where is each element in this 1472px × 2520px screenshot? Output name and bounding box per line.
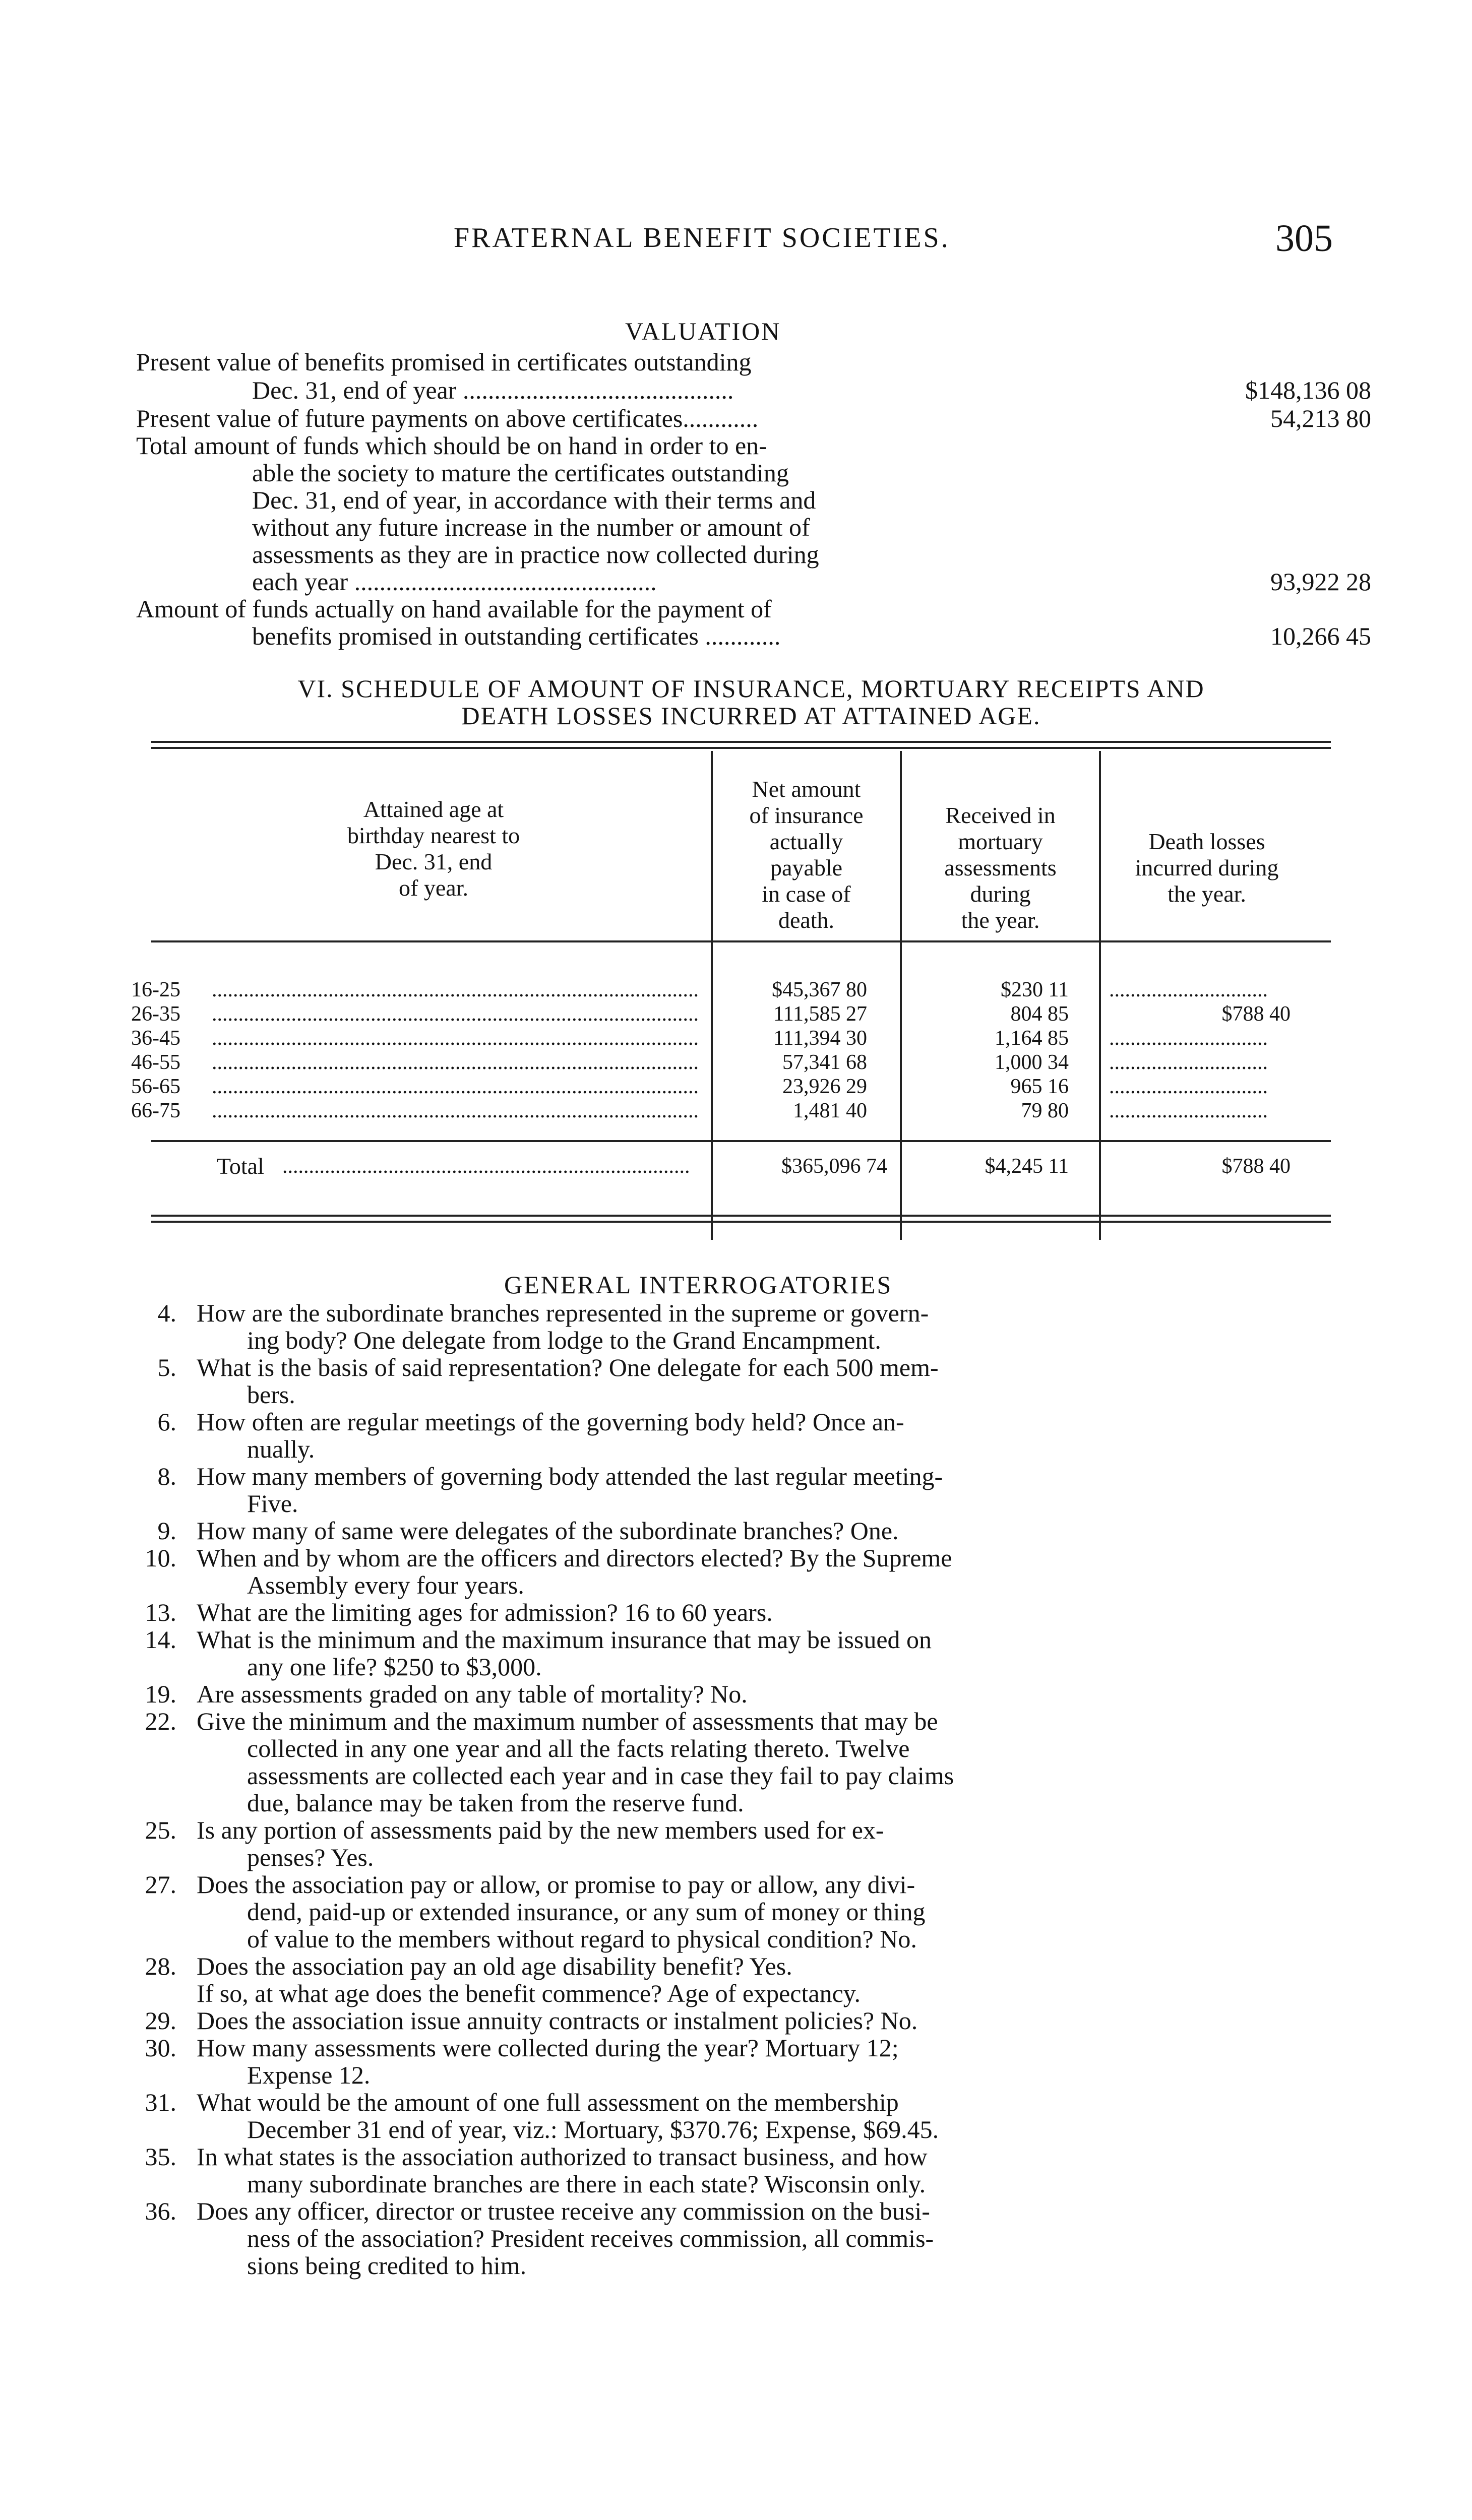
valuation-line: without any future increase in the number or amount of [252,513,810,541]
leader-dots: ............................................................................................ [212,1027,699,1050]
column-header-age: Attained age at birthday nearest to Dec. 31, end of year. [347,796,520,901]
leader-dots: ............................................................................................ [212,1075,699,1098]
valuation-line: Dec. 31, end of year, in accordance with their terms and [252,486,816,514]
net-amount-cell: 111,585 27 [773,1002,867,1026]
leader-dots: ............................................................................................ [212,978,699,1001]
valuation-item [136,348,1371,376]
header-rule [151,940,1331,942]
net-amount-cell: 23,926 29 [782,1075,867,1098]
table-rule [151,747,1331,749]
received-cell: 79 80 [1021,1099,1069,1122]
table-rule [151,1215,1331,1217]
received-cell: 1,164 85 [995,1027,1069,1050]
age-cell: 46-55 [131,1051,180,1074]
table-rule [151,1221,1331,1223]
leader-dots: ............................................................................................ [212,1099,699,1122]
total-death-losses: $788 40 [1221,1155,1291,1178]
total-rule [151,1140,1331,1142]
age-cell: 66-75 [131,1099,180,1122]
valuation-line: Present value of future payments on above certificates............ [136,404,759,432]
death-losses-cell: $788 40 [1221,1002,1291,1026]
valuation-amount: 93,922 28 [1270,568,1371,596]
document-page: FRATERNAL BENEFIT SOCIETIES. 305 VALUATION Present value of benefits promised in certificates outstanding Dec. 31, end of year ........................................... $148,136 08 Present value of future payments on above certificates............ 54,213 80 Total amount of funds which should be on hand in order to en- able the society to mature the certificates outstanding Dec. 31, end of year, in accordance with their terms and without any future increase in the number or amount of assessments as they are in practice now collected during each year ................................................ 93,922 28 Amount of funds actually on hand available for the payment of benefits promised in outstanding certificates ............ 10,266 45 VI. SCHEDULE OF AMOUNT OF INSURANCE, MORTUARY RECEIPTS AND DEATH LOSSES INCURRED AT ATTAINED AGE. Attained age at birthday nearest to Dec. 31, end of year. Net amount of insurance actually payable in case of death. Received in mortuary assessments during the year. Death losses incurred during the year. 16-25 ............................................................................................ $45,367 80 $230 11 .............................. 26-35 ............................................................................................ 111,585 27 804 85 $788 40 36-45 ............................................................................................ 111,394 30 1,164 85 .............................. 46-55 ............................................................................................ 57,341 68 1,000 34 .............................. 56-65 ............................................................................................ 23,926 29 965 16 .............................. 66-75 ............................................................................................ 1,481 40 79 80 .............................. Total ............................................................................. $365,096 74 $4,245 11 $788 40 GENERAL INTERROGATORIES 4. How are the subordinate branches represented in the supreme or govern- ing body? One delegate from lodge to the Grand Encampment. 5. What is the basis of said representation? One delegate for each 500 mem- bers. 6. How often are regular meetings of the governing body held? Once an- nually. 8. How many members of governing body attended the last regular meeting- Five. 9. How many of same were delegates of the subordinate branches? One. 10. When and by whom are the officers and directors elected? By the Supreme Assembly every four years. 13. What are the limiting ages for admission? 16 to 60 years. 14. What is the minimum and the maximum insurance that may be issued on any one life? $250 to $3,000. 19. Are assessments graded on any table of mortality? No. 22. Give the minimum and the maximum number of assessments that may be collected in any one year and all the facts relating thereto. Twelve assessments are collected each year and in case they fail to pay claims due, balance may be taken from the reserve fund. 25. Is any portion of assessments paid by the new members used for ex- penses? Yes. 27. Does the association pay or allow, or promise to pay or allow, any divi- dend, paid-up or extended insurance, or any sum of money or thing of value to the members without regard to physical condition? No. 28. Does the association pay an old age disability benefit? Yes. If so, at what age does the benefit commence? Age of expectancy. 29. Does the association issue annuity contracts or instalment policies? No. 30. How many assessments were collected during the year? Mortuary 12; Expense 12. 31. What would be the amount of one full assessment on the membership December 31 end of year, viz.: Mortuary, $370.76; Expense, $69.45. 35. In what states is the association authorized to transact business, and how many subordinate branches are there in each state? Wisconsin only. 36. Does any officer, director or trustee receive any commission on the busi- ness of the association? President receives commission, all commis- sions being credited to him. [131,217,1371,2280]
valuation-amount: 54,213 80 [1270,404,1371,432]
valuation-line: Present value of benefits promised in certificates outstanding [136,348,752,376]
valuation-line: Dec. 31, end of year ........................................... [252,376,734,404]
valuation-amount: $148,136 08 [1245,376,1371,404]
received-cell: $230 11 [1001,978,1069,1001]
leader-dots: .............................. [1109,1099,1268,1122]
page-number: 305 [1275,217,1333,260]
leader-dots: .............................. [1109,1027,1268,1050]
column-header-received: Received in mortuary assessments during the year. [944,802,1057,933]
total-net-amount: $365,096 74 [781,1155,887,1178]
schedule-title-line2: DEATH LOSSES INCURRED AT ATTAINED AGE. [461,702,1041,730]
net-amount-cell: 1,481 40 [793,1099,867,1122]
net-amount-cell: 57,341 68 [782,1051,867,1074]
age-cell: 36-45 [131,1027,180,1050]
total-received: $4,245 11 [985,1155,1069,1178]
valuation-line: assessments as they are in practice now collected during [252,540,819,569]
received-cell: 965 16 [1010,1075,1069,1098]
valuation-line: able the society to mature the certificates outstanding [252,459,789,487]
column-header-death-losses: Death losses incurred during the year. [1135,829,1279,907]
valuation-item [136,376,1371,404]
net-amount-cell: 111,394 30 [773,1027,867,1050]
valuation-line: benefits promised in outstanding certificates ............ [252,622,781,650]
valuation-amount: 10,266 45 [1270,622,1371,650]
valuation-item [136,404,1371,432]
age-cell: 26-35 [131,1002,180,1026]
leader-dots: ............................................................................................ [212,1051,699,1074]
leader-dots: ............................................................................................ [212,1002,699,1026]
column-header-net-amount: Net amount of insurance actually payable in case of death. [749,776,864,933]
received-cell: 1,000 34 [995,1051,1069,1074]
received-cell: 804 85 [1010,1002,1069,1026]
table-rule [151,741,1331,743]
valuation-line: Total amount of funds which should be on hand in order to en- [136,431,767,460]
valuation-title: VALUATION [625,317,781,345]
leader-dots: .............................. [1109,1075,1268,1098]
schedule-title-line1: VI. SCHEDULE OF AMOUNT OF INSURANCE, MORTUARY RECEIPTS AND [297,674,1205,703]
leader-dots: .............................. [1109,978,1268,1001]
running-head: FRATERNAL BENEFIT SOCIETIES. [454,222,950,254]
age-cell: 56-65 [131,1075,180,1098]
leader-dots: .............................. [1109,1051,1268,1074]
total-label: Total [217,1153,264,1179]
valuation-line: Amount of funds actually on hand available for the payment of [136,595,772,623]
valuation-line: each year ................................................ [252,568,657,596]
leader-dots: ............................................................................. [282,1155,690,1178]
column-divider [1099,751,1101,1240]
age-cell: 16-25 [131,978,180,1001]
net-amount-cell: $45,367 80 [772,978,867,1001]
interrogatories-title: GENERAL INTERROGATORIES [504,1271,893,1299]
